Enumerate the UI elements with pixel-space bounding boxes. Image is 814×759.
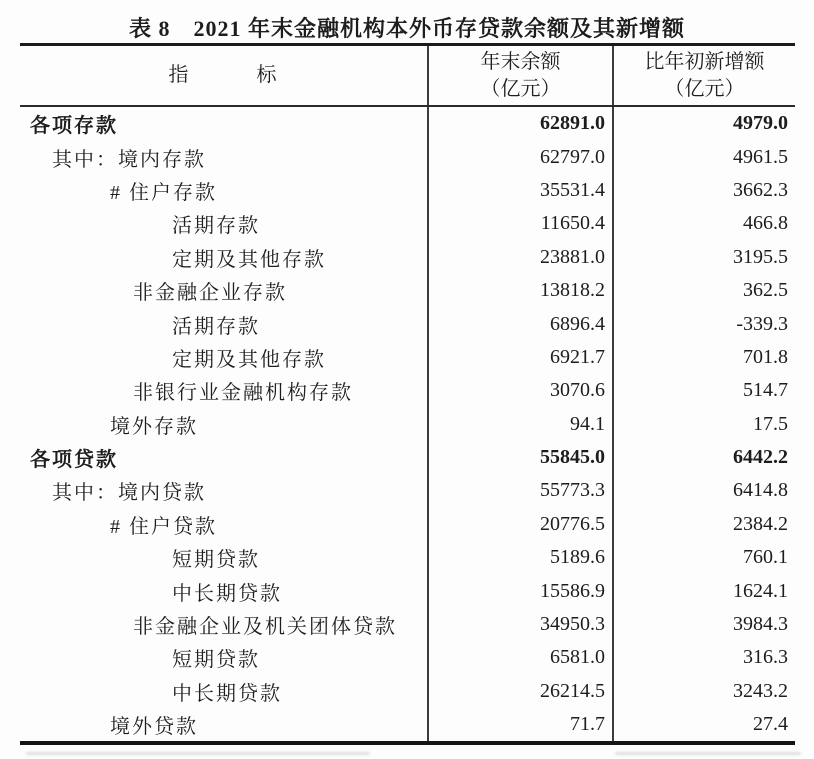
table-row [20,441,795,474]
row-year-end-balance: 94.1 [427,408,612,441]
row-indicator-label: 短期贷款 [172,649,260,672]
header-increase-line1: 比年初新增额 [644,50,765,73]
table-row [20,174,795,207]
row-indicator-label: 境外贷款 [110,716,198,739]
row-indicator-label: 中长期贷款 [172,582,282,605]
row-indicator-label: 非银行业金融机构存款 [133,382,353,405]
row-increase-from-year-start: 3984.3 [612,608,795,641]
row-increase-from-year-start: 362.5 [612,274,795,307]
row-indicator-label: 短期贷款 [172,549,260,572]
table-row [20,307,795,340]
deposits-loans-table [20,43,795,745]
row-increase-from-year-start: 4961.5 [612,140,795,173]
row-indicator-label: # 住户贷款 [110,515,217,538]
row-increase-from-year-start: -339.3 [612,307,795,340]
row-indicator-label: 各项贷款 [30,449,118,472]
header-year-end-balance [427,46,612,105]
row-indicator-label: 其中：境内贷款 [52,482,206,505]
table-row [20,675,795,708]
row-increase-from-year-start: 6442.2 [612,441,795,474]
row-year-end-balance: 26214.5 [427,675,612,708]
row-year-end-balance: 20776.5 [427,508,612,541]
row-year-end-balance: 55773.3 [427,474,612,507]
row-year-end-balance: 11650.4 [427,207,612,240]
row-indicator-label: 中长期贷款 [172,682,282,705]
table-row [20,408,795,441]
row-increase-from-year-start: 1624.1 [612,574,795,607]
row-increase-from-year-start: 6414.8 [612,474,795,507]
table-row [20,241,795,274]
table-header-row [20,46,795,107]
row-year-end-balance: 71.7 [427,708,612,741]
scan-smudge-left [26,752,370,755]
row-increase-from-year-start: 3195.5 [612,241,795,274]
row-indicator-label: 其中：境内存款 [52,148,206,171]
header-increase-from-year-start [612,46,795,105]
header-balance-line1: 年末余额 [480,50,561,73]
row-increase-from-year-start: 760.1 [612,541,795,574]
row-indicator-label: 非金融企业存款 [133,282,287,305]
header-increase-unit: （亿元） [664,77,745,100]
scan-smudge-right [615,752,801,755]
row-increase-from-year-start: 514.7 [612,374,795,407]
row-indicator-label: 定期及其他存款 [172,248,326,271]
table-row [20,474,795,507]
table-body [20,107,795,741]
table-row [20,107,795,140]
row-year-end-balance: 6896.4 [427,307,612,340]
table-row [20,207,795,240]
header-balance-unit: （亿元） [480,77,561,100]
table-row [20,274,795,307]
row-increase-from-year-start: 466.8 [612,207,795,240]
row-increase-from-year-start: 3243.2 [612,675,795,708]
table-row [20,641,795,674]
row-indicator-label: 境外存款 [110,415,198,438]
row-year-end-balance: 13818.2 [427,274,612,307]
header-indicator [20,46,427,105]
table-row [20,708,795,741]
header-indicator-label: 指 标 [168,64,279,86]
table-row [20,341,795,374]
row-year-end-balance: 23881.0 [427,241,612,274]
row-year-end-balance: 62797.0 [427,140,612,173]
row-indicator-label: 定期及其他存款 [172,348,326,371]
row-indicator-label: 各项存款 [30,115,118,138]
row-indicator-label: 非金融企业及机关团体贷款 [133,616,397,639]
row-increase-from-year-start: 27.4 [612,708,795,741]
table-row [20,140,795,173]
table-row [20,608,795,641]
row-indicator-label: # 住户存款 [110,181,217,204]
row-year-end-balance: 35531.4 [427,174,612,207]
row-indicator-label: 活期存款 [172,315,260,338]
row-year-end-balance: 34950.3 [427,608,612,641]
row-year-end-balance: 6581.0 [427,641,612,674]
table-title: 表 8 2021 年末金融机构本外币存贷款余额及其新增额 [128,16,685,41]
row-indicator-label: 活期存款 [172,215,260,238]
table-row [20,508,795,541]
row-increase-from-year-start: 3662.3 [612,174,795,207]
row-increase-from-year-start: 316.3 [612,641,795,674]
row-year-end-balance: 55845.0 [427,441,612,474]
row-year-end-balance: 15586.9 [427,574,612,607]
row-year-end-balance: 5189.6 [427,541,612,574]
table-row [20,574,795,607]
table-row [20,374,795,407]
table-row [20,541,795,574]
row-increase-from-year-start: 2384.2 [612,508,795,541]
row-increase-from-year-start: 17.5 [612,408,795,441]
row-increase-from-year-start: 701.8 [612,341,795,374]
row-year-end-balance: 62891.0 [427,107,612,140]
row-year-end-balance: 6921.7 [427,341,612,374]
row-year-end-balance: 3070.6 [427,374,612,407]
row-increase-from-year-start: 4979.0 [612,107,795,140]
